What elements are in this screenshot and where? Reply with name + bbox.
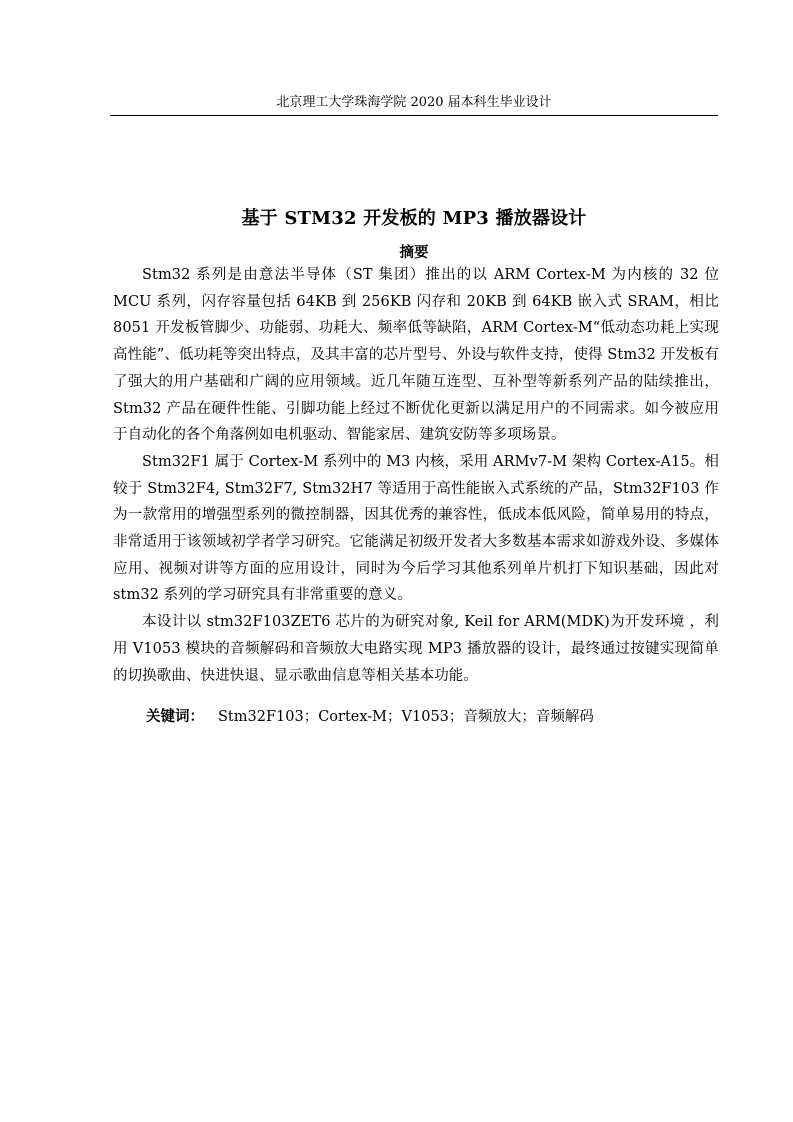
abstract-paragraph-3: 本设计以 stm32F103ZET6 芯片的为研究对象, Keil for ARM(MDK)为开发环境 ，利用 V1053 模块的音频解码和音频放大电路实现 MP3 播放器的设计，最终通过按键实现简单的切换歌曲、快进快退、显示歌曲信息等相关基本功能。	[113, 614, 719, 684]
keywords-value: Stm32F103；Cortex-M；V1053；音频放大；音频解码	[218, 709, 594, 725]
keywords-label: 关键词：	[146, 708, 204, 725]
abstract-paragraph-2: Stm32F1 属于 Cortex-M 系列中的 M3 内核，采用 ARMv7-M 架构 Cortex-A15。相较于 Stm32F4, Stm32F7, Stm32H7 等适用于高性能嵌入式系统的产品，Stm32F103 作为一款常用的增强型系列的微控制器，因其优秀的兼容性，低成本低风险，简单易用的特点，非常适用于该领域初学者学习研究。它能满足初级开发者大多数基本需求如游戏外设、多媒体应用、视频对讲等方面的应用设计，同时为今后学习其他系列单片机打下知识基础，因此对 stm32 系列的学习研究具有非常重要的意义。	[113, 453, 719, 604]
keywords-line	[146, 705, 718, 729]
document-title: 基于 STM32 开发板的 MP3 播放器设计	[241, 208, 587, 229]
abstract-paragraph-1: Stm32 系列是由意法半导体（ST 集团）推出的以 ARM Cortex-M 为内核的 32 位 MCU 系列，闪存容量包括 64KB 到 256KB 闪存和 20KB 到 64KB 嵌入式 SRAM，相比 8051 开发板管脚少、功能弱、功耗大、频率低等缺陷，ARM Cortex-M“低动态功耗上实现高性能”、低功耗等突出特点，及其丰富的芯片型号、外设与软件支持，使得 Stm32 开发板有了强大的用户基础和广阔的应用领域。近几年随互连型、互补型等新系列产品的陆续推出，Stm32 产品在硬件性能、引脚功能上经过不断优化更新以满足用户的不同需求。如今被应用于自动化的各个角落例如电机驱动、智能家居、建筑安防等多项场景。	[113, 267, 719, 444]
page-header	[110, 94, 718, 116]
page-header-text: 北京理工大学珠海学院 2020 届本科生毕业设计	[276, 95, 552, 110]
abstract-heading: 摘要	[399, 244, 429, 261]
abstract-body	[113, 262, 719, 689]
